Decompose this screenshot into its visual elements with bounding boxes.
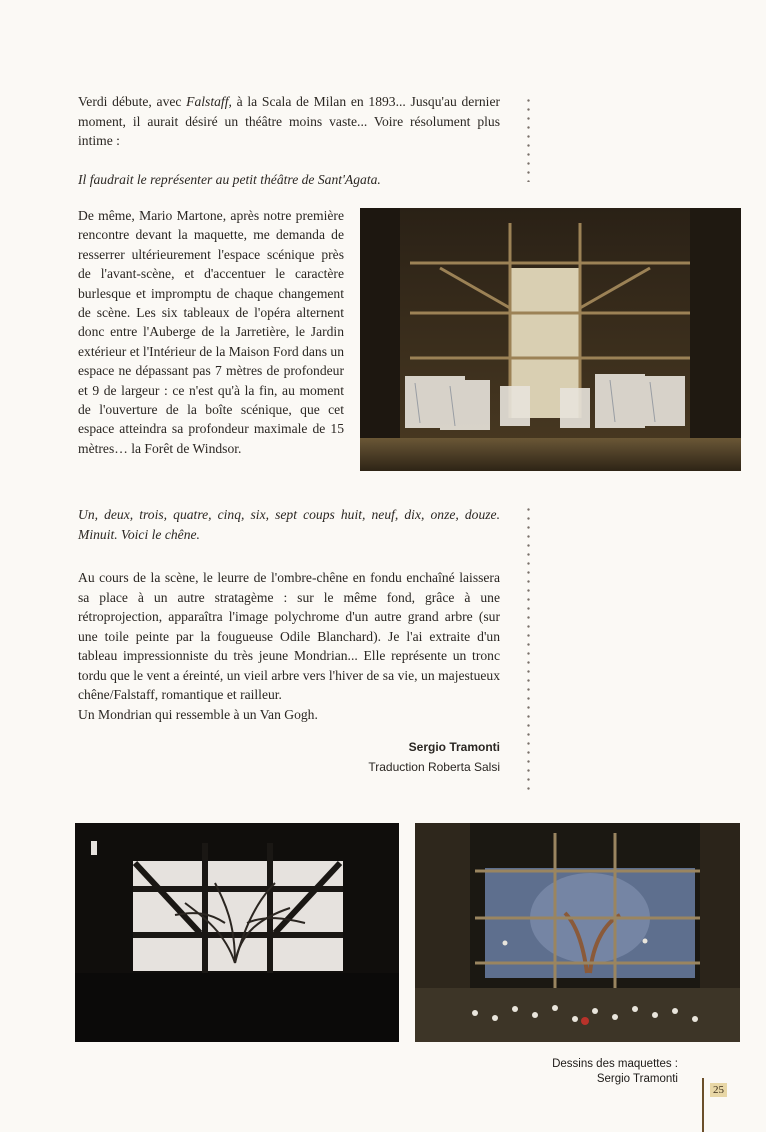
paragraph-martone: De même, Mario Martone, après notre première rencontre devant la maquette, me demanda de resserrer ultérieurement l'espace scénique près de l'avant-scène, et d'accentuer le caractère burlesque et impromptu de chaque changement de scène. Les six tableaux de l'opéra alternent donc entre l'Auberge de la Jarretière, le Jardin extérieur et l'Intérieur de la Maison Ford dans un espace ne dépassant pas 7 mètres de profondeur et 9 de largeur : ce n'est qu'à la fin, au moment de l'ouverture de la boîte scénique, que cet espace atteindra sa profondeur maximale de 15 mètres… la Forêt de Windsor. <box>78 208 344 456</box>
page-number: 25 <box>710 1083 727 1097</box>
paragraph-intro <box>78 92 500 151</box>
intro-text-title: Falstaff, <box>186 94 232 109</box>
paragraph-mondrian-closing: Un Mondrian qui ressemble à un Van Gogh. <box>78 707 318 722</box>
intro-text-a: Verdi débute, avec <box>78 94 187 109</box>
page-folio <box>702 1078 730 1132</box>
stage-maquette-photo-shadow-oak <box>75 823 399 1042</box>
author-signature: Sergio Tramonti <box>408 740 500 754</box>
dotted-rule-top <box>527 96 530 182</box>
photo-credit-name: Sergio Tramonti <box>596 1073 678 1085</box>
stage-maquette-photo-inn <box>360 208 741 471</box>
stage-maquette-photo-windsor-forest <box>415 823 740 1042</box>
translator-credit: Traduction Roberta Salsi <box>368 760 500 774</box>
photo-credit-label: Dessins des maquettes : <box>552 1058 678 1070</box>
quote-midnight: Un, deux, trois, quatre, cinq, six, sept coups huit, neuf, dix, onze, douze. Minuit. Voici le chêne. <box>78 507 500 542</box>
intro-text-c: à la Scala de Milan en 1893... Jusqu'au dernier moment, il aurait désiré un théâtre moins vaste... Voire résolument plus intime : <box>78 94 500 148</box>
dotted-rule-middle <box>527 505 530 795</box>
quote-verdi: Il faudrait le représenter au petit théâtre de Sant'Agata. <box>78 172 381 187</box>
paragraph-mondrian: Au cours de la scène, le leurre de l'ombre-chêne en fondu enchaîné laissera sa place à un autre stratagème : sur le même fond, grâce à une rétroprojection, apparaîtra l'image polychrome d'un autre grand arbre (sur une toile peinte par la fougueuse Odile Blanchard). Je l'ai extraite d'un tableau impressionniste du très jeune Mondrian... Elle représente un tronc tordu que le vent a éreinté, un vieil arbre vers l'hiver de sa vie, un majestueux chêne/Falstaff, romantique et railleur. <box>78 570 500 702</box>
